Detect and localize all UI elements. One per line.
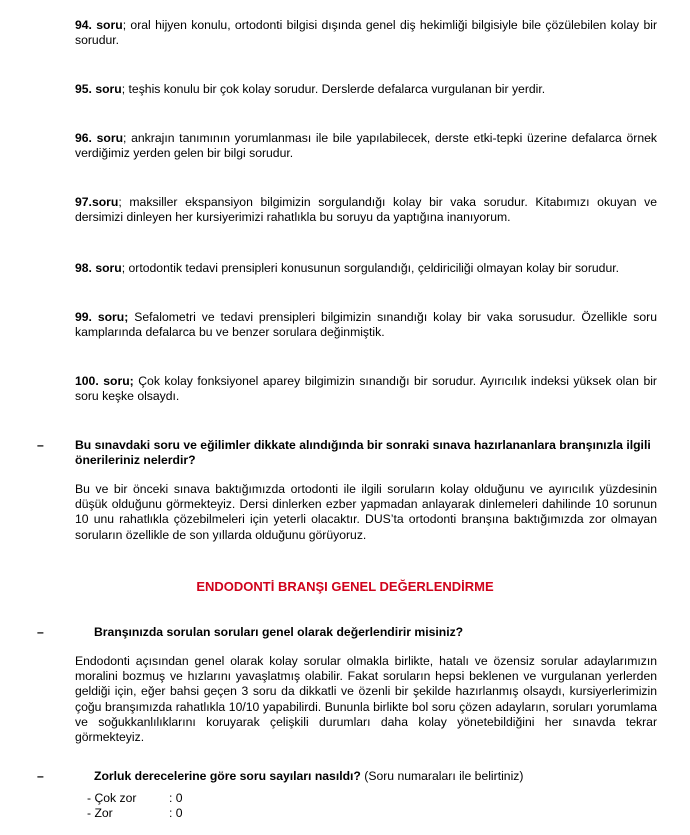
difficulty-label: - Çok zor — [87, 791, 137, 805]
answer-general-evaluation: Endodonti açısından genel olarak kolay sorular olmakla birlikte, hatalı ve özensiz sorular adaylarımızın moralini bozmuş ve hızlarını yavaşlatmış olabilir. Fakat soruların hepsi beklenen ve vurgulanan yerlerden geldiği için, eğer bahsi geçen 3 soru da dikkatli ve özenli bir şekilde hazırlanmış olsaydı, kursiyerlerimizin çoğu branşımızda rahatlıkla 10/10 yapabilirdi. Bununla birlikte bol soru çözen adayların, soruları yorumlama ve soğukkanlılıklarını koruyarak çelişkili durumları daha kolay yönetebildiğini her sınavda tekrar görmekteyiz. — [75, 654, 657, 745]
answer-text: Sefalometri ve tedavi prensipleri bilgimizin sınandığı kolay bir vaka sorusudur. Özellikle soru kamplarında defalarca bu ve benzer sorulara değinmiştik. — [75, 310, 657, 340]
question-suggestions: Bu sınavdaki soru ve eğilimler dikkate alındığında bir sonraki sınava hazırlananlara branşınızla ilgili önerileriniz nelerdir? — [75, 438, 651, 468]
section-heading: ENDODONTİ BRANŞI GENEL DEĞERLENDİRME — [196, 579, 494, 594]
question-number: 95. soru — [75, 82, 122, 96]
answer-97: 97.soru; maksiller ekspansiyon bilgimizin sorgulandığı kolay bir vaka sorudur. Kitabımızı okuyan ve dersimizi dinleyen her kursiyerimizi rahatlıkla bu soruyu da yaptığına inanıyorum. — [75, 195, 657, 225]
question-difficulty: Zorluk derecelerine göre soru sayıları nasıldı? (Soru numaraları ile belirtiniz) — [94, 769, 524, 783]
difficulty-value: : 0 — [169, 791, 183, 805]
answer-95: 95. soru; teşhis konulu bir çok kolay sorudur. Derslerde defalarca vurgulanan bir yerdir. — [75, 82, 546, 96]
question-dash: – — [37, 769, 44, 783]
question-number: 99. soru; — [75, 310, 129, 324]
answer-98: 98. soru; ortodontik tedavi prensipleri konusunun sorgulandığı, çeldiriciliği olmayan kolay bir sorudur. — [75, 261, 620, 275]
question-number: 97.soru — [75, 195, 119, 209]
answer-96: 96. soru; ankrajın tanımının yorumlanması ile bile yapılabilecek, derste etki-tepki üzerine defalarca örnek verdiğimiz yerden gelen bir bilgi sorudur. — [75, 131, 657, 161]
question-number: 94. soru — [75, 18, 123, 32]
answer-text: maksiller ekspansiyon bilgimizin sorgulandığı kolay bir vaka sorudur. Kitabımızı okuyan ve dersimizi dinleyen her kursiyerimizi rahatlıkla bu soruyu da yaptığına inanıyorum. — [75, 195, 657, 225]
difficulty-value: : 0 — [169, 806, 183, 820]
answer-100 — [75, 374, 657, 404]
question-number: 100. soru; — [75, 374, 134, 388]
answer-text: ankrajın tanımının yorumlanması ile bile yapılabilecek, derste etki-tepki üzerine defalarca örnek verdiğimiz yerden gelen bir bilgi sorudur. — [75, 131, 657, 161]
answer-99 — [75, 310, 657, 340]
answer-suggestions: Bu ve bir önceki sınava baktığımızda ortodonti ile ilgili soruların kolay olduğunu ve ayırıcılık yüzdesinin düşük olduğunu görmekteyiz. Dersi dinlerken ezber yapmadan anlayarak dinlemeleri dahilinde 10 sorunun 10 unu rahatlıkla çözebilmeleri için yeterli olacaktır. DUS’ta ortodonti branşına baktığımızda zor olmayan soruların özellikle de son yıllarda olduğunu görüyoruz. — [75, 482, 657, 542]
answer-text: Çok kolay fonksiyonel aparey bilgimizin sınandığı bir sorudur. Ayırıcılık indeksi yüksek olan bir soru keşke olsaydı. — [75, 374, 657, 404]
difficulty-row-cok-zor — [87, 791, 183, 806]
question-number: 98. soru — [75, 261, 122, 275]
question-number: 96. soru — [75, 131, 124, 145]
answer-text: teşhis konulu bir çok kolay sorudur. Derslerde defalarca vurgulanan bir yerdir. — [125, 82, 546, 96]
question-general-evaluation: Branşınızda sorulan soruları genel olarak değerlendirir misiniz? — [94, 625, 464, 639]
difficulty-row-zor — [87, 806, 183, 821]
answer-text: ortodontik tedavi prensipleri konusunun sorgulandığı, çeldiriciliği olmayan kolay bir sorudur. — [125, 261, 620, 275]
difficulty-label: - Zor — [87, 806, 113, 820]
answer-94: 94. soru; oral hijyen konulu, ortodonti bilgisi dışında genel diş hekimliği bilgisiyle bile çözülebilen kolay bir sorudur. — [75, 18, 657, 48]
answer-text: oral hijyen konulu, ortodonti bilgisi dışında genel diş hekimliği bilgisiyle bile çözülebilen kolay bir sorudur. — [75, 18, 657, 48]
question-note: (Soru numaraları ile belirtiniz) — [360, 769, 524, 783]
question-dash: – — [37, 625, 44, 639]
question-dash: – — [37, 438, 44, 452]
